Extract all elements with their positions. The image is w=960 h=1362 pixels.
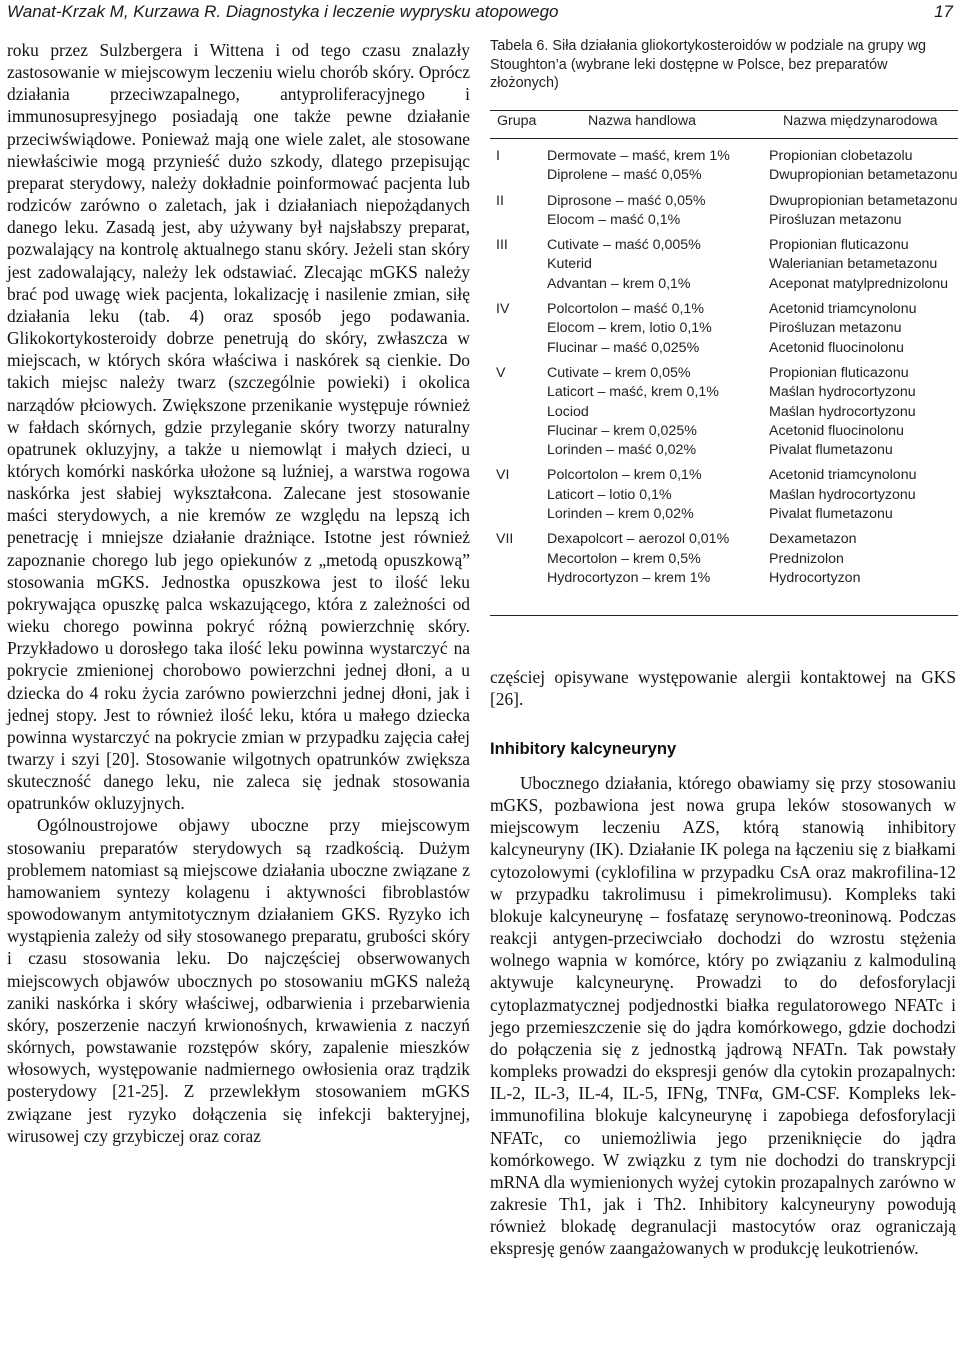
international-name-cell: Pirośluzan metazonu (769, 211, 902, 228)
right-section-body (490, 772, 956, 1259)
col-header-trade: Nazwa handlowa (588, 113, 697, 129)
international-name-cell: Maślan hydrocortyzonu (769, 403, 916, 420)
table-row (490, 364, 958, 383)
table-group (490, 530, 958, 588)
table-row (490, 300, 958, 319)
trade-name-cell: Dexapolcort – aerozol 0,01% (547, 531, 730, 548)
table-bottom-rule (490, 615, 958, 616)
table-header-row (490, 112, 958, 138)
paragraph-left-1: roku przez Sulzbergera i Wittena i od tego czasu znalazły zastosowanie w miejscowym leczeniu wielu chorób skóry. Oprócz działania przeciwzapalnego, antyproliferacyjnego i immunosupresyjnego posiadają one także pewne działanie przeciwświądowe. Ponieważ mają one wiele zalet, ale stosowane niewłaściwie mogą przynieść dużo szkody, dlatego przepisując preparat sterydowy, należy dokładnie poinformować pacjenta lub rodziców zarówno o zaletach, jak i działaniach niepożądanych danego leku. Zasadą jest, aby używany był najsłabszy preparat, pozwalający na kontrolę aktualnego stanu skóry. Jeżeli stan skóry jest zadowalający, należy lek odstawiać. Zlecając mGKS należy brać pod uwagę wiek pacjenta, lokalizację i nasilenie zmian, siłę działania leku (tab. 4) oraz sposób jego podawania. Glikokortykosteroidy dobrze penetrują do skóry, zwłaszcza w miejscach, w których skóra właściwa i naskórek są cienkie. Do takich miejsc należy twarz (szczególnie powieki) i okolica narządów płciowych. Zwiększone przenikanie występuje również w fałdach skórnych, gdzie przyleganie skóry tworzy naturalny opatrunek okluzyjny, a także u niemowląt i małych dzieci, u których komórki naskórka ułożone są luźniej, a warstwa rogowa naskórka jest słabiej wykształcona. Zalecane jest stosowanie maści sterydowych, a nie kremów ze względu na lepszą ich penetrację i mniejsze działanie drażniące. Istotne jest również zapoznanie chorego lub jego opiekunów z „metodą opuszkową” stosowania mGKS. Jednostka opuszkowa jest to ilość leku pokrywająca opuszkę palca wskazującego, która z zależności od wieku chorego powinna pokryć różną powierzchnię skóry. Przykładowo u dorosłego taka ilość leku powinna wystarczyć na pokrycie zmienionej chorobowo powierzchni jednej dłoni, a u dziecka do 4 roku życia zarówno powierzchni jednej dłoni, jak i jednej stopy. Jest to również ilość leku, która u małego dziecka powinna wystarczyć na pokrycie zmian w przypadku zajęcia całej twarzy i szyi [20]. Stosowanie wilgotnych opatrunków zwiększa skuteczność danego leku, nie zaleca się jednak stosowania opatrunków okluzyjnych. (7, 40, 470, 814)
table-row (490, 275, 958, 294)
col-header-intl: Nazwa międzynarodowa (783, 113, 938, 129)
international-name-cell: Pirośluzan metazonu (769, 320, 902, 337)
trade-name-cell: Hydrocortyzon – krem 1% (547, 569, 711, 586)
table-row (490, 211, 958, 230)
table-row (490, 236, 958, 255)
international-name-cell: Aceponat matylprednizolonu (769, 275, 949, 292)
steroid-table (490, 112, 958, 588)
table-row (490, 530, 958, 549)
international-name-cell: Acetonid fluocinolonu (769, 422, 904, 439)
table-row (490, 550, 958, 569)
international-name-cell: Propionian fluticazonu (769, 237, 909, 254)
group-label: III (496, 237, 508, 254)
group-label: IV (496, 301, 510, 318)
trade-name-cell: Cutivate – krem 0,05% (547, 364, 691, 381)
table-row (490, 441, 958, 460)
table-row (490, 255, 958, 274)
paragraph-left-2: Ogólnoustrojowe objawy uboczne przy miejscowym stosowaniu preparatów sterydowych są rzadkością. Dużym problemem natomiast są miejscowe działania uboczne związane z hamowaniem syntezy kolagenu i aktywności fibroblastów spowodowanym antymitotycznym działaniem GKS. Ryzyko ich wystąpienia zależy od siły stosowanego preparatu, grubości skóry i czasu stosowania leku. Do najczęściej obserwowanych miejscowych objawów ubocznych po stosowaniu mGKS należą zaniki naskórka i skóry właściwej, odbarwienia i przebarwienia skóry, poszerzenie naczyń krwionośnych, krwawienia z naczyń skórnych, powstawanie rozstępów skóry, zapalenie mieszków włosowych, występowanie nadmiernego owłosienia oraz trądzik posterydowy [21-25]. Z przewlekłym stosowaniem mGKS związane jest ryzyko dołączenia się infekcji bakteryjnej, wirusowej czy grzybiczej oraz coraz (7, 815, 470, 1146)
international-name-cell: Propionian fluticazonu (769, 364, 909, 381)
table-caption: Tabela 6. Siła działania gliokortykosteroidów w podziale na grupy wg Stoughton’a (wybrane leki dostępne w Polsce, bez preparatów złożonych) (490, 38, 926, 92)
col-header-group: Grupa (497, 113, 537, 129)
right-column (490, 666, 956, 710)
international-name-cell: Pivalat flumetazonu (769, 442, 893, 459)
table-row (490, 403, 958, 422)
table-group (490, 364, 958, 460)
international-name-cell: Acetonid fluocinolonu (769, 339, 904, 356)
international-name-cell: Acetonid triamcynolonu (769, 301, 917, 318)
trade-name-cell: Lorinden – krem 0,02% (547, 506, 694, 523)
table-row (490, 466, 958, 485)
table-row (490, 339, 958, 358)
table-group (490, 466, 958, 524)
table-row (490, 569, 958, 588)
paragraph-right-continuation: częściej opisywane występowanie alergii kontaktowej na GKS [26]. (490, 667, 956, 710)
table-row (490, 486, 958, 505)
table-row (490, 147, 958, 166)
trade-name-cell: Mecortolon – krem 0,5% (547, 550, 701, 567)
table-group (490, 236, 958, 294)
trade-name-cell: Polcortolon – maść 0,1% (547, 301, 704, 318)
trade-name-cell: Elocom – maść 0,1% (547, 211, 681, 228)
group-label: I (496, 148, 500, 164)
trade-name-cell: Kuterid (547, 256, 592, 273)
table-row (490, 505, 958, 524)
trade-name-cell: Cutivate – maść 0,005% (547, 237, 701, 254)
international-name-cell: Dexametazon (769, 531, 857, 548)
left-column (7, 39, 470, 1147)
group-label: VI (496, 467, 510, 484)
international-name-cell: Hydrocortyzon (769, 569, 861, 586)
trade-name-cell: Lociod (547, 403, 589, 420)
trade-name-cell: Flucinar – maść 0,025% (547, 339, 700, 356)
trade-name-cell: Elocom – krem, lotio 0,1% (547, 320, 712, 337)
trade-name-cell: Diprolene – maść 0,05% (547, 167, 702, 184)
table-group (490, 192, 958, 231)
section-heading: Inhibitory kalcyneuryny (490, 739, 677, 758)
table-row (490, 422, 958, 441)
trade-name-cell: Dermovate – maść, krem 1% (547, 148, 730, 164)
table-top-rule (490, 110, 958, 111)
page-number: 17 (934, 2, 953, 21)
international-name-cell: Propionian clobetazolu (769, 148, 913, 164)
international-name-cell: Pivalat flumetazonu (769, 506, 893, 523)
trade-name-cell: Flucinar – krem 0,025% (547, 422, 697, 439)
international-name-cell: Prednizolon (769, 550, 844, 567)
table-group (490, 147, 958, 186)
table-row (490, 166, 958, 185)
table-row (490, 192, 958, 211)
trade-name-cell: Diprosone – maść 0,05% (547, 192, 706, 209)
table-row (490, 319, 958, 338)
international-name-cell: Maślan hydrocortyzonu (769, 486, 916, 503)
running-title: Wanat-Krzak M, Kurzawa R. Diagnostyka i leczenie wyprysku atopowego (7, 2, 559, 21)
trade-name-cell: Polcortolon – krem 0,1% (547, 467, 702, 484)
running-header (7, 2, 953, 24)
international-name-cell: Dwupropionian betametazonu (769, 167, 958, 184)
international-name-cell: Maślan hydrocortyzonu (769, 384, 916, 401)
table-row (490, 383, 958, 402)
international-name-cell: Acetonid triamcynolonu (769, 467, 917, 484)
table-group (490, 300, 958, 358)
trade-name-cell: Lorinden – maść 0,02% (547, 442, 697, 459)
group-label: II (496, 192, 504, 209)
trade-name-cell: Laticort – lotio 0,1% (547, 486, 672, 503)
table-body (490, 138, 958, 588)
international-name-cell: Dwupropionian betametazonu (769, 192, 958, 209)
international-name-cell: Walerianian betametazonu (769, 256, 938, 273)
paragraph-inhibitory: Ubocznego działania, którego obawiamy się przy stosowaniu mGKS, pozbawiona jest nowa grupa leków stosowanych w miejscowym leczeniu AZS, którą stanowią inhibitory kalcyneuryny (IK). Działanie IK polega na łączeniu się z białkami cytozolowymi (cyklofilina w przypadku CsA oraz makrofilina-12 w przypadku takrolimusu i pimekrolimusu). Kompleks taki blokuje kalcyneurynę – fosfatazę serynowo-treoninową. Podczas reakcji antygen-przeciwciało dochodzi do wzrostu stężenia wolnego wapnia w komórce, który po związaniu z kalmoduliną aktywuje kalcyneurynę. Prowadzi to do defosforylacji cytoplazmatycznej podjednostki białka regulatorowego NFATc i jego przemieszczenie się do jądra komórkowego, gdzie dochodzi do połączenia się z jednostką jądrową NFATn. Tak powstały kompleks prowadzi do ekspresji genów dla cytokin prozapalnych: IL-2, IL-3, IL-4, IL-5, IFNg, TNFα, GM-CSF. Kompleks lek-immunofilina blokuje kalcyneurynę i zapobiega defosforylacji NFATc, co uniemożliwia jego przeniknięcie do jądra komórkowego. W związku z tym nie dochodzi do transkrypcji mRNA dla wymienionych wyżej cytokin prozapalnych zarówno w zakresie Th1, jak i Th2. Inhibitory kalcyneuryny powodują również blokadę degranulacji mastocytów oraz ograniczają ekspresję genów zaangażowanych w produkcję leukotrienów. (490, 773, 956, 1259)
trade-name-cell: Advantan – krem 0,1% (547, 275, 691, 292)
trade-name-cell: Laticort – maść, krem 0,1% (547, 384, 719, 401)
group-label: VII (496, 531, 514, 548)
group-label: V (496, 364, 506, 381)
